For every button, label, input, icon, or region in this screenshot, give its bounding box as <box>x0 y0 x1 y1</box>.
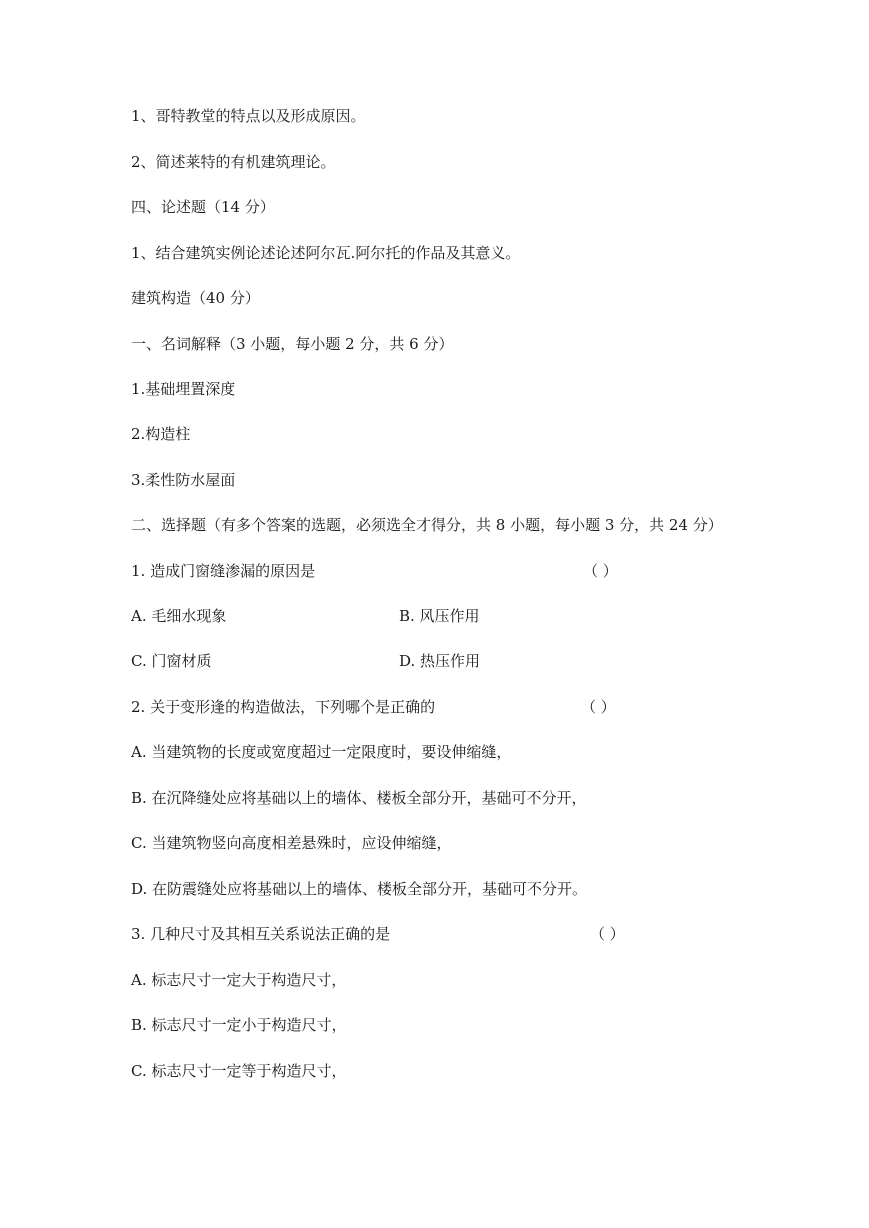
option-a: A. 标志尺寸一定大于构造尺寸， <box>131 971 347 989</box>
option-c: C. 标志尺寸一定等于构造尺寸， <box>131 1062 347 1080</box>
short-answer-question-1: 1、哥特教堂的特点以及形成原因。 <box>131 107 366 125</box>
definition-item-2: 2.构造柱 <box>131 425 191 443</box>
question-text: 1. 造成门窗缝渗漏的原因是 <box>131 562 316 580</box>
option-c: C. 当建筑物竖向高度相差悬殊时，应设伸缩缝， <box>131 834 452 852</box>
option-d: D. 在防震缝处应将基础以上的墙体、楼板全部分开，基础可不分开。 <box>131 880 588 898</box>
section-heading-definitions: 一、名词解释（3 小题，每小题 2 分，共 6 分） <box>131 335 454 353</box>
option-b: B. 风压作用 <box>399 607 480 625</box>
short-answer-question-2: 2、简述莱特的有机建筑理论。 <box>131 153 336 171</box>
essay-question-1: 1、结合建筑实例论述论述阿尔瓦.阿尔托的作品及其意义。 <box>131 244 521 262</box>
answer-blank: （ ） <box>590 925 625 943</box>
question-text: 2. 关于变形逢的构造做法，下列哪个是正确的 <box>131 698 436 716</box>
choice-options-row <box>131 651 691 671</box>
choice-options-row <box>131 606 691 626</box>
option-a: A. 当建筑物的长度或宽度超过一定限度时，要设伸缩缝， <box>131 743 512 761</box>
option-d: D. 热压作用 <box>399 652 481 670</box>
definition-item-1: 1.基础埋置深度 <box>131 380 236 398</box>
answer-blank: （ ） <box>581 698 616 716</box>
section-heading-essay: 四、论述题（14 分） <box>131 198 275 216</box>
choice-question-3 <box>131 924 691 944</box>
option-a: A. 毛细水现象 <box>131 607 227 625</box>
choice-question-2 <box>131 697 691 717</box>
choice-question-1 <box>131 561 691 581</box>
option-c: C. 门窗材质 <box>131 652 212 670</box>
option-b: B. 标志尺寸一定小于构造尺寸， <box>131 1016 347 1034</box>
answer-blank: （ ） <box>583 562 618 580</box>
definition-item-3: 3.柔性防水屋面 <box>131 471 236 489</box>
section-heading-choice: 二、选择题（有多个答案的选题，必须选全才得分，共 8 小题，每小题 3 分，共 24 分） <box>131 516 723 534</box>
option-b: B. 在沉降缝处应将基础以上的墙体、楼板全部分开，基础可不分开， <box>131 789 587 807</box>
part-heading-construction: 建筑构造（40 分） <box>131 289 260 307</box>
question-text: 3. 几种尺寸及其相互关系说法正确的是 <box>131 925 391 943</box>
